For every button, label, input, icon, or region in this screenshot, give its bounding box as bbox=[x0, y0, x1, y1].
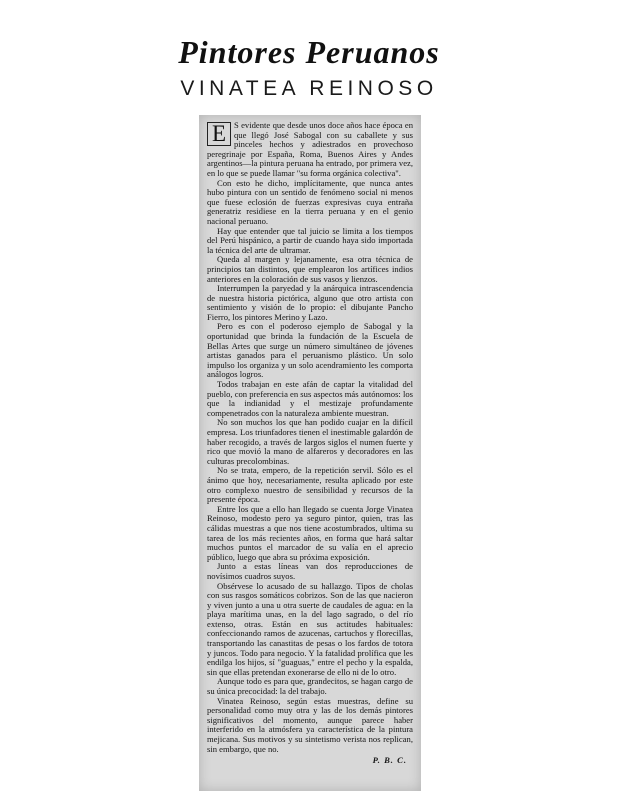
article-body bbox=[207, 121, 413, 766]
article-paragraph: No son muchos los que han podido cuajar en la difícil empresa. Los triunfadores tienen el inestimable galardón de haber recogido, a través de largos siglos el numen fuerte y rico que movió la mano de alfareros y decoradores en las culturas precolombinas. bbox=[207, 417, 413, 466]
article-paragraph: Pero es con el poderoso ejemplo de Sabogal y la oportunidad que brinda la fundación de la Escuela de Bellas Artes que surge un número simultáneo de jóvenes artistas ganados para el peruanismo plástico. Un solo impulso los organiza y un solo acendramiento les comporta análogos logros. bbox=[207, 321, 413, 380]
article-paragraph: Todos trabajan en este afán de captar la vitalidad del pueblo, con preferencia en sus aspectos más autónomos: los que la indianidad y el mestizaje profundamente compenetrados con la naturaleza ambiente muestran. bbox=[207, 379, 413, 418]
article-paragraph: Queda al margen y lejanamente, esa otra técnica de principios tan distintos, que emplearon los artífices indios anteriores en la coloración de sus vasos y lienzos. bbox=[207, 254, 413, 284]
page-title: Pintores Peruanos bbox=[178, 34, 440, 70]
page-subtitle: VINATEA REINOSO bbox=[180, 77, 438, 100]
article-paragraph: Junto a estas líneas van dos reproducciones de novísimos cuadros suyos. bbox=[207, 561, 413, 581]
article-paragraph: Con esto he dicho, implícitamente, que nunca antes hubo pintura con un sentido de fenómeno social ni menos que fuese eclosión de fuerzas expresivas cuya entraña generatriz residiese en la tierra peruana y en el genio nacional peruano. bbox=[207, 177, 413, 226]
article-paragraph: E S evidente que desde unos doce años hace época en que llegó José Sabogal con su caballete y sus pinceles hechos y adiestrados en provechoso peregrinaje por España, Roma, Buenos Aires y Andes argentinos—la pintura peruana ha entrado, por primera vez, en lo que se puede llamar "su forma orgánica colectiva". bbox=[207, 120, 413, 178]
article-paragraph: Hay que entender que tal juicio se limita a los tiempos del Perú hispánico, a partir de cuando haya sido importada la técnica del arte de ultramar. bbox=[207, 225, 413, 255]
article-paragraph: Interrumpen la paryedad y la anárquica intrascendencia de nuestra historia pictórica, alguno que otro artista con sentimiento y visión de lo propio: el dibujante Pancho Fierro, los pintores Merino y Lazo. bbox=[207, 283, 413, 322]
drop-cap: E bbox=[207, 122, 231, 146]
article-paragraph: Entre los que a ello han llegado se cuenta Jorge Vinatea Reinoso, modesto pero ya seguro pintor, quien, tras las cálidas muestras a que nos tiene acostumbrados, ultima su tarea de los más recientes años, en forma que hará saltar muchos puntos el marcador de su valía en el aprecio público, luego que abra su próxima exposición. bbox=[207, 503, 413, 562]
author-signature: P. B. C. bbox=[372, 755, 407, 766]
article-paragraph: Obsérvese lo acusado de su hallazgo. Tipos de cholas con sus rasgos somáticos cobrizos. Son de las que nacieron y viven junto a una u otra suerte de caudales de agua: en la playa marítima unas, en la del lago sagrado, o del río extenso, otras. Están en sus actitudes habituales: confeccionando ramos de azucenas, cartuchos y florecillas, transportando las canastitas de pesas o los fardos de totora y juncos. Todo para negocio. Y la fatalidad prolífica que les endilga los hijos, sí "guaguas," entre el pecho y la espalda, sin que ellas pretendan exonerarse de ello ni de lo otro. bbox=[207, 580, 413, 677]
article-paragraph: No se trata, empero, de la repetición servil. Sólo es el ánimo que hoy, necesariamente, resulta aplicado por este otro complexo nuestro de sensibilidad y recursos de la presente época. bbox=[207, 465, 413, 505]
article-paragraph: Vinatea Reinoso, según estas muestras, define su personalidad como muy otra y las de los demás pintores significativos del momento, aunque parece haber interferido en la atmósfera ya característica de la pintura mejicana. Sus motivos y su sintetismo verista nos replican, sin embargo, que no. bbox=[207, 695, 413, 754]
article-paragraph: Aunque todo es para que, grandecitos, se hagan cargo de su única precocidad: la del trabajo. bbox=[207, 676, 413, 697]
article-clipping bbox=[199, 115, 421, 791]
